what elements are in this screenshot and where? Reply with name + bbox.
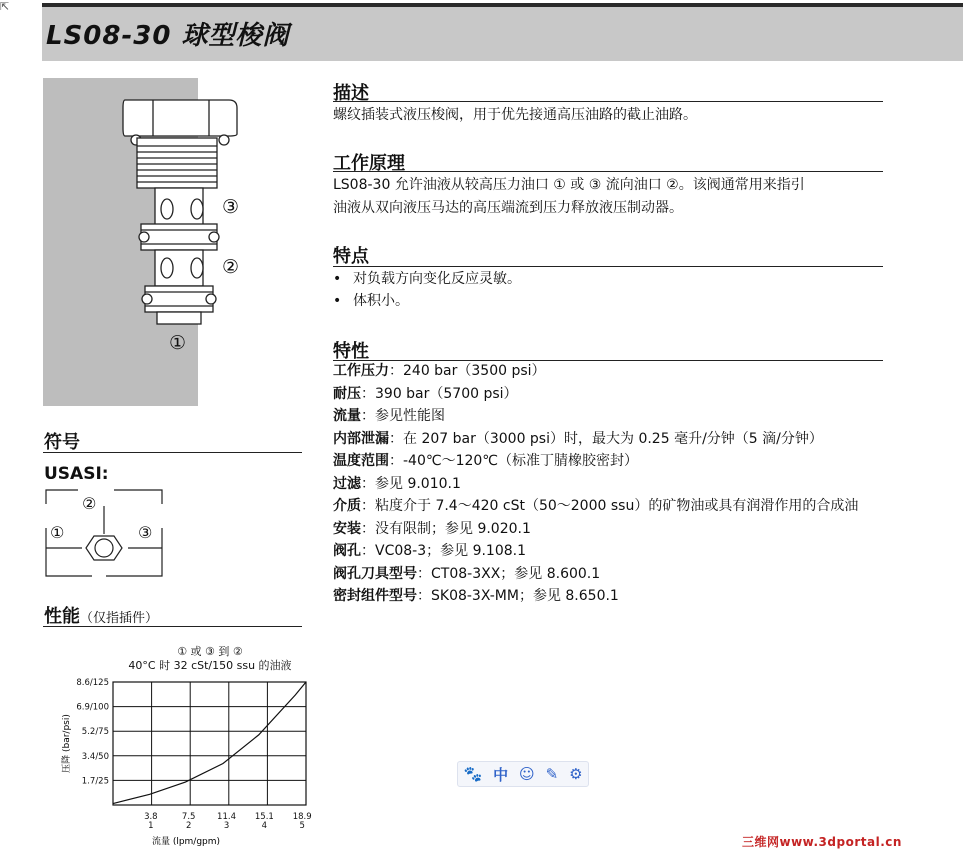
spec-value: ：240 bar（3500 psi） xyxy=(389,363,546,379)
symbol-rule xyxy=(43,452,302,453)
spec-label: 耐压 xyxy=(333,385,361,402)
spec-row xyxy=(333,428,858,451)
valve-port-2-label: ② xyxy=(222,256,240,278)
valve-drawing xyxy=(43,78,263,368)
spec-value: ：参见 9.010.1 xyxy=(361,475,461,492)
spec-label: 介质 xyxy=(333,498,361,514)
performance-heading: 性能 xyxy=(44,606,80,627)
chart-y-tick-label: 8.6/125 xyxy=(76,678,109,688)
features-list xyxy=(329,268,521,312)
chart-x-tick-label-secondary: 2 xyxy=(185,821,192,831)
cursor-icon: ⇱ xyxy=(0,0,10,13)
operation-heading: 工作原理 xyxy=(333,153,405,174)
spec-value: ：390 bar（5700 psi） xyxy=(361,385,518,402)
chart-y-tick-label: 3.4/50 xyxy=(81,751,109,762)
chart-y-tick-label: 1.7/25 xyxy=(81,776,109,787)
valve-port-3-label: ③ xyxy=(222,196,240,218)
smiley-icon[interactable]: ☺ xyxy=(519,765,535,783)
chart-title-line-1: ① 或 ③ 到 ② xyxy=(177,645,243,658)
spec-row xyxy=(333,450,858,473)
description-rule xyxy=(333,101,883,102)
chart-x-ticks xyxy=(144,812,312,831)
spec-value: ：CT08-3XX；参见 8.600.1 xyxy=(417,565,601,582)
spec-row xyxy=(333,383,858,406)
chart-x-tick-label-secondary: 1 xyxy=(148,821,154,831)
spec-row xyxy=(333,405,858,428)
watermark: 三维网www.3dportal.cn xyxy=(742,835,902,849)
symbol-port-2: ② xyxy=(82,494,97,513)
input-method-toolbar xyxy=(457,761,589,787)
spec-value: ：-40℃～120℃（标准丁腈橡胶密封） xyxy=(389,453,639,469)
spec-label: 过滤 xyxy=(333,475,361,492)
operation-line-1: LS08-30 允许油液从较高压力油口 ① 或 ③ 流向油口 ②。该阀通常用来指引 xyxy=(333,177,805,193)
chart-x-tick-label: 18.9 xyxy=(292,812,312,822)
operation-line-2: 油液从双向液压马达的高压端流到压力释放液压制动器。 xyxy=(333,200,683,216)
chart-x-tick-label: 3.8 xyxy=(144,812,158,822)
features-rule xyxy=(333,266,883,267)
paw-icon[interactable]: 🐾 xyxy=(463,765,483,783)
description-text: 螺纹插装式液压梭阀，用于优先接通高压油路的截止油路。 xyxy=(333,107,697,123)
symbol-port-1: ① xyxy=(50,523,65,542)
spec-row xyxy=(333,473,858,496)
chinese-input-icon[interactable]: 中 xyxy=(493,765,509,784)
features-heading: 特点 xyxy=(333,246,369,267)
symbol-standard: USASI: xyxy=(44,464,109,484)
spec-value: ：没有限制；参见 9.020.1 xyxy=(361,520,531,537)
spec-value: ：粘度介于 7.4～420 cSt（50～2000 ssu）的矿物油或具有润滑作用的合成油 xyxy=(361,498,859,514)
chart-x-tick-label-secondary: 3 xyxy=(223,821,230,831)
chart-title xyxy=(110,645,310,673)
spec-label: 阀孔刀具型号 xyxy=(333,565,417,582)
spec-value: ：参见性能图 xyxy=(361,408,445,424)
page-title: LS08-30 球型梭阀 xyxy=(46,21,290,51)
operation-rule xyxy=(333,171,883,172)
pencil-icon[interactable]: ✎ xyxy=(545,765,559,783)
chart-x-tick-label: 15.1 xyxy=(254,812,274,822)
chart-x-tick-label-secondary: 4 xyxy=(261,821,268,831)
spec-row xyxy=(333,540,858,563)
performance-note: （仅指插件） xyxy=(80,611,159,626)
chart-y-label: 压降 (bar/psi) xyxy=(62,714,72,773)
chart-x-tick-label: 7.5 xyxy=(181,812,196,822)
spec-label: 安装 xyxy=(333,520,361,537)
chart-frame xyxy=(113,682,306,805)
specs-list xyxy=(333,360,858,608)
spec-row xyxy=(333,518,858,541)
spec-label: 内部泄漏 xyxy=(333,430,389,447)
description-heading: 描述 xyxy=(333,83,369,104)
valve-port-1-label: ① xyxy=(169,332,187,354)
specs-heading: 特性 xyxy=(333,341,369,362)
chart-y-tick-label: 6.9/100 xyxy=(76,702,109,713)
spec-row xyxy=(333,495,858,518)
performance-rule xyxy=(43,626,302,627)
performance-heading-row xyxy=(44,602,158,628)
spec-row xyxy=(333,360,858,383)
list-item: • 体积小。 xyxy=(329,290,521,312)
spec-label: 密封组件型号 xyxy=(333,588,417,604)
spec-label: 温度范围 xyxy=(333,453,389,469)
chart-series-line xyxy=(113,682,306,804)
spec-value: ：VC08-3；参见 9.108.1 xyxy=(361,543,527,559)
spec-value: ：在 207 bar（3000 psi）时，最大为 0.25 毫升/分钟（5 滴/分钟） xyxy=(389,430,823,447)
spec-row xyxy=(333,585,858,608)
spec-value: ：SK08-3X-MM；参见 8.650.1 xyxy=(417,588,619,604)
spec-row xyxy=(333,563,858,586)
chart-x-label: 流量 (lpm/gpm) xyxy=(151,837,221,847)
chart-grid xyxy=(113,682,306,805)
spec-label: 工作压力 xyxy=(333,363,389,379)
chart-y-ticks xyxy=(76,678,109,786)
chart-title-line-2: 40°C 时 32 cSt/150 ssu 的油液 xyxy=(128,659,292,672)
spec-label: 阀孔 xyxy=(333,543,361,559)
symbol-heading: 符号 xyxy=(44,432,80,453)
gear-icon[interactable]: ⚙ xyxy=(569,765,583,783)
performance-chart xyxy=(56,676,318,848)
symbol-port-3: ③ xyxy=(138,523,153,542)
spec-label: 流量 xyxy=(333,408,361,424)
list-item: • 对负载方向变化反应灵敏。 xyxy=(329,268,521,290)
chart-y-tick-label: 5.2/75 xyxy=(81,727,109,738)
chart-x-tick-label-secondary: 5 xyxy=(299,821,305,831)
chart-x-tick-label: 11.4 xyxy=(217,812,236,822)
